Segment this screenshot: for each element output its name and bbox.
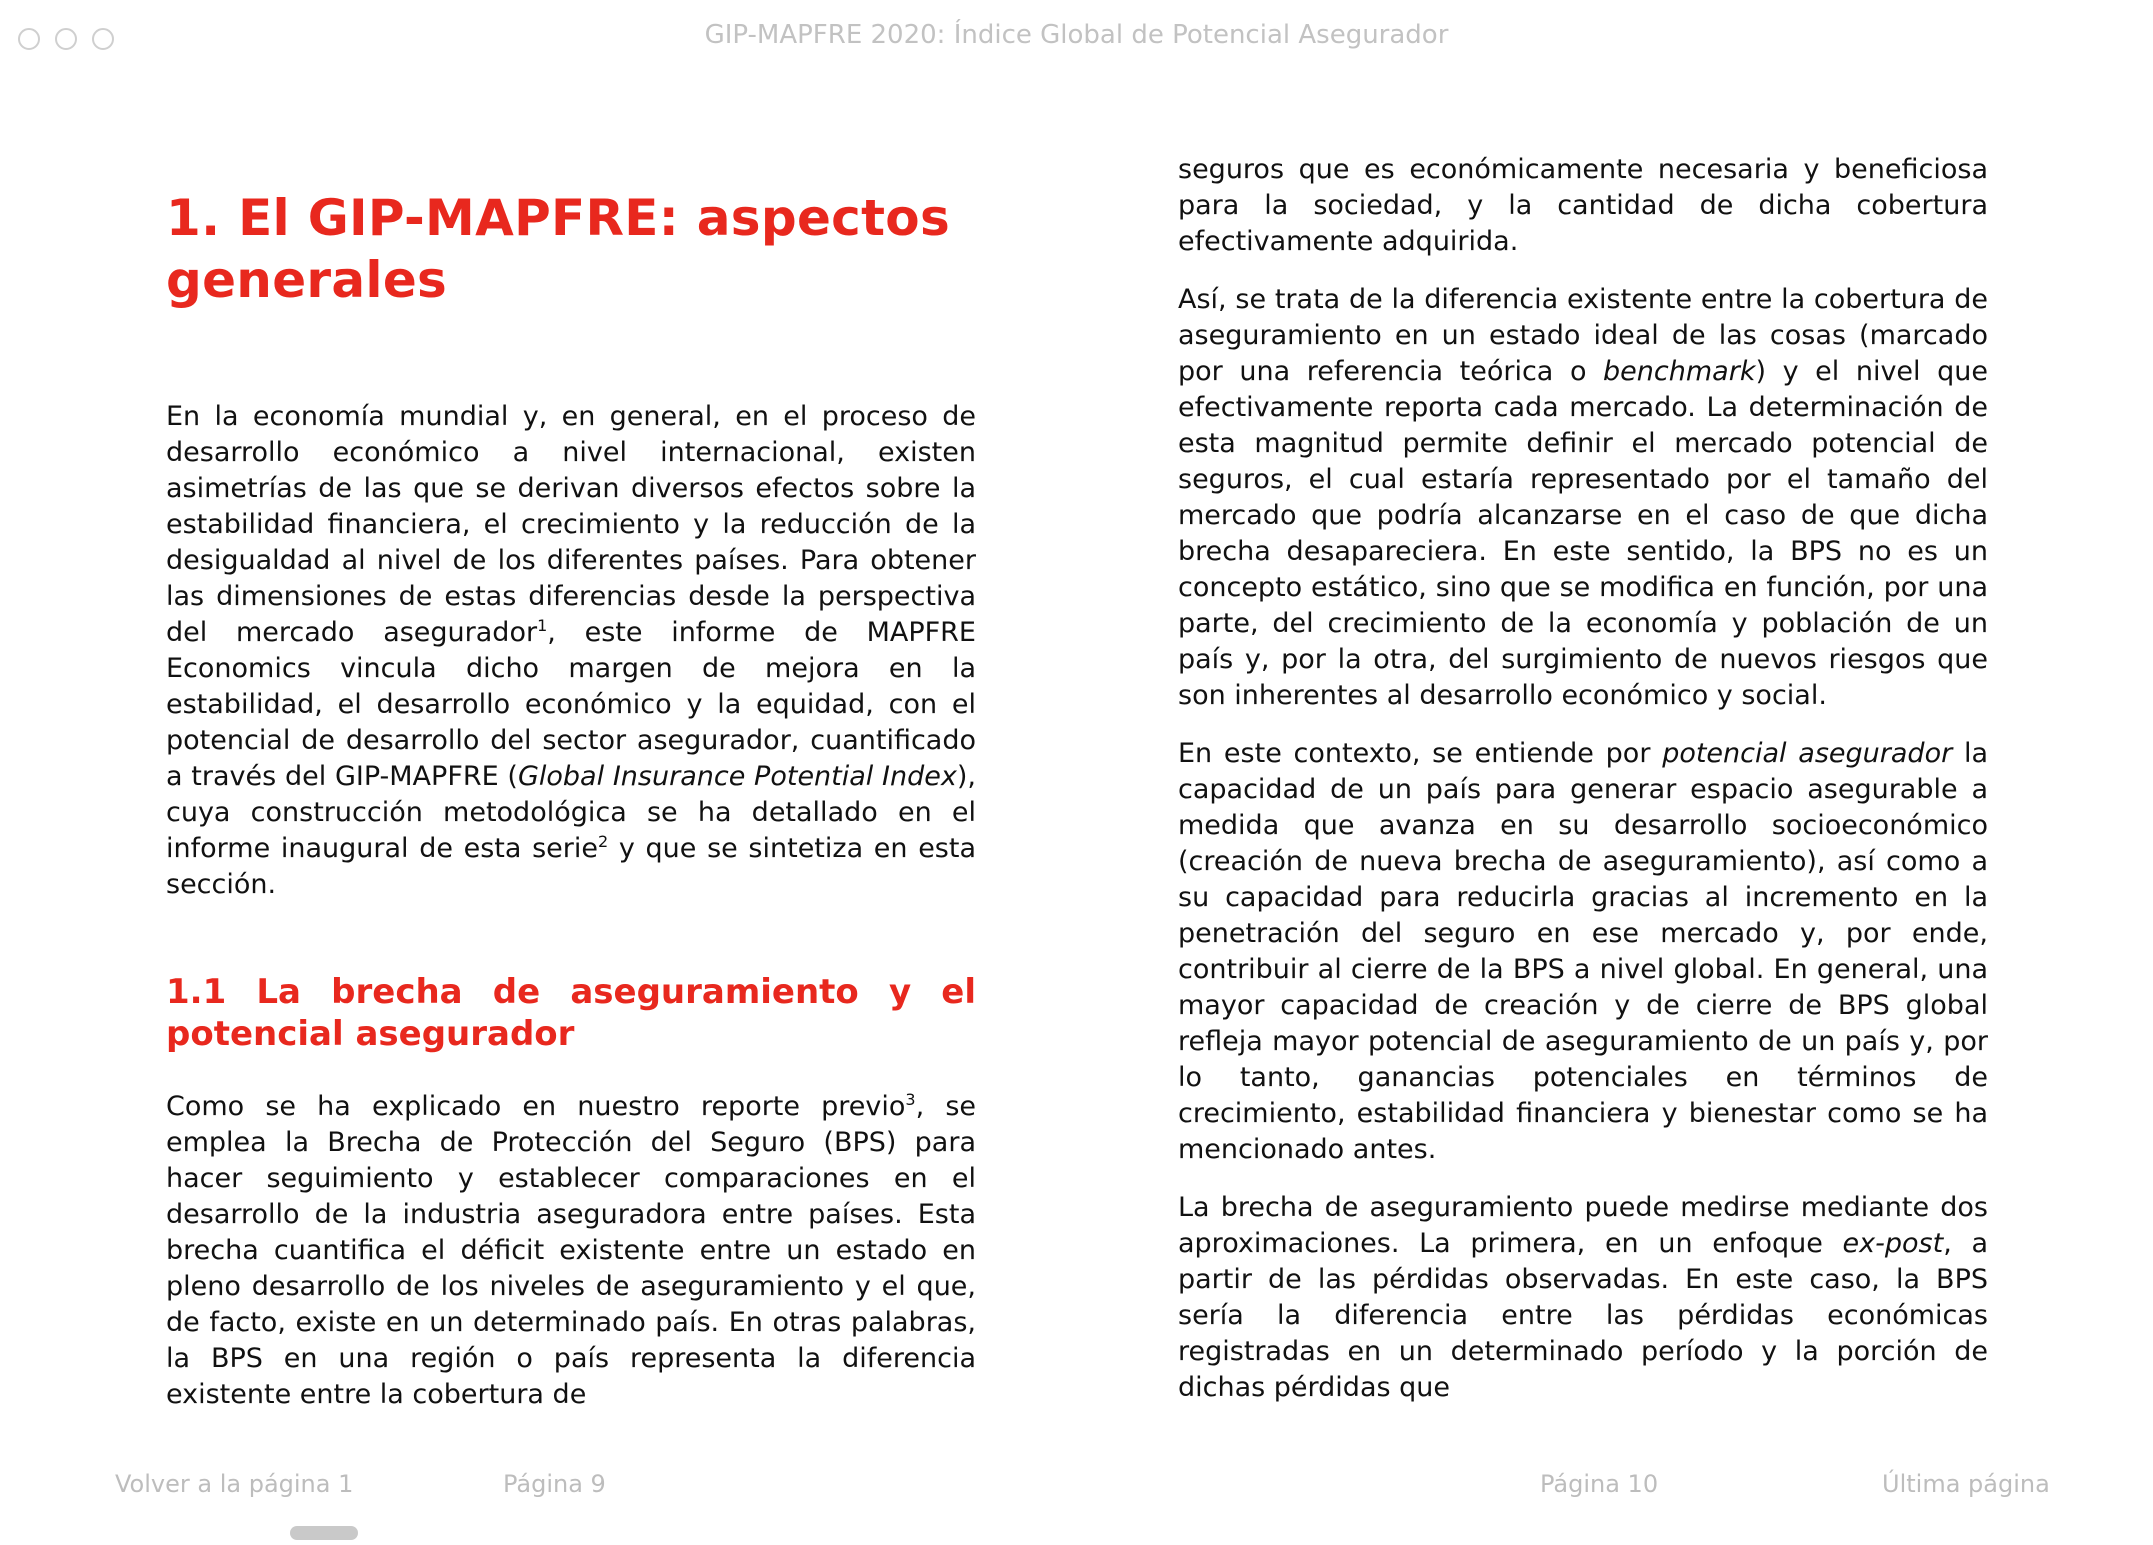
measurement-text-2: , a partir de las pérdidas observadas. En este caso, la BPS sería la diferencia entre las pérdidas económicas registradas en un determinado período y la porción de dichas pérdidas que (1178, 1228, 1988, 1403)
bps-text-1: Como se ha explicado en nuestro reporte previo (166, 1091, 906, 1122)
footnote-ref-2[interactable]: 2 (598, 832, 609, 851)
window-title: GIP-MAPFRE 2020: Índice Global de Potencial Asegurador (704, 20, 1449, 50)
gap-text-1: Así, se trata de la diferencia existente entre la cobertura de aseguramiento en un estado ideal de las cosas (marcado por una referencia teórica o (1178, 284, 1988, 387)
intro-text-3: ), cuya construcción metodológica se ha detallado en el informe inaugural de esta serie (166, 761, 976, 864)
right-page-column (1178, 152, 1988, 1406)
window-titlebar (0, 0, 2153, 78)
potential-italic: potencial asegurador (1662, 738, 1953, 769)
intro-text-4: y que se sintetiza en esta sección. (166, 833, 976, 900)
page-number-left: Página 9 (503, 1470, 606, 1498)
left-page-column (166, 154, 976, 1413)
bps-paragraph (166, 1089, 976, 1413)
intro-text-1: En la economía mundial y, en general, en el proceso de desarrollo económico a nivel internacional, existen asimetrías de las que se derivan diversos efectos sobre la estabilidad financiera, el crecimiento y la reducción de la desigualdad al nivel de los diferentes países. Para obtener las dimensiones de estas diferencias desde la perspectiva del mercado asegurador (166, 401, 976, 648)
bps-text-2: , se emplea la Brecha de Protección del Seguro (BPS) para hacer seguimiento y establecer comparaciones en el desarrollo de la industria aseguradora entre países. Esta brecha cuantifica el déficit existente entre un estado en pleno desarrollo de los niveles de aseguramiento y el que, de facto, existe en un determinado país. En otras palabras, la BPS en una región o país representa la diferencia existente entre la cobertura de (166, 1091, 976, 1410)
subsection-heading: 1.1 La brecha de aseguramiento y el potencial asegurador (166, 972, 976, 1054)
potential-text-2: la capacidad de un país para generar espacio asegurable a medida que avanza en su desarrollo socioeconómico (creación de nueva brecha de aseguramiento), así como a su capacidad para reducirla gracias al incremento en la penetración del seguro en ese mercado y, por ende, contribuir al cierre de la BPS a nivel global. En general, una mayor capacidad de creación y de cierre de BPS global refleja mayor potencial de aseguramiento de un país y, por lo tanto, ganancias potenciales en términos de crecimiento, estabilidad financiera y bienestar como se ha mencionado antes. (1178, 738, 1988, 1165)
section-heading: 1. El GIP-MAPFRE: aspectos generales (166, 189, 951, 309)
measurement-paragraph (1178, 1190, 1988, 1406)
last-page-link[interactable]: Última página (1882, 1470, 2050, 1498)
ex-post-italic: ex-post (1842, 1228, 1944, 1259)
intro-italic-term: Global Insurance Potential Index (517, 761, 957, 792)
potential-text-1: En este contexto, se entiende por (1178, 738, 1663, 769)
back-to-page-1-link[interactable]: Volver a la página 1 (115, 1470, 354, 1498)
intro-paragraph (166, 399, 976, 903)
intro-text-2: , este informe de MAPFRE Economics vincula dicho margen de mejora en la estabilidad, el desarrollo económico y la equidad, con el potencial de desarrollo del sector asegurador, cuantificado a través del GIP-MAPFRE ( (166, 617, 976, 792)
page-number-right: Página 10 (1540, 1470, 1659, 1498)
scroll-indicator[interactable] (290, 1526, 358, 1540)
gap-text-2: ) y el nivel que efectivamente reporta cada mercado. La determinación de esta magnitud permite definir el mercado potencial de seguros, el cual estaría representado por el tamaño del mercado que podría alcanzarse en el caso de que dicha brecha desapareciera. En este sentido, la BPS no es un concepto estático, sino que se modifica en función, por una parte, del crecimiento de la economía y población de un país y, por la otra, del surgimiento de nuevos riesgos que son inherentes al desarrollo económico y social. (1178, 356, 1988, 711)
measurement-text-1: La brecha de aseguramiento puede medirse mediante dos aproximaciones. La primera, en un enfoque (1178, 1192, 1988, 1259)
footnote-ref-3[interactable]: 3 (905, 1090, 916, 1109)
continuation-paragraph: seguros que es económicamente necesaria y beneficiosa para la sociedad, y la cantidad de dicha cobertura efectivamente adquirida. (1178, 154, 1988, 257)
benchmark-italic: benchmark (1603, 356, 1756, 387)
potential-paragraph (1178, 736, 1988, 1168)
gap-definition-paragraph (1178, 282, 1988, 714)
footnote-ref-1[interactable]: 1 (537, 616, 548, 635)
